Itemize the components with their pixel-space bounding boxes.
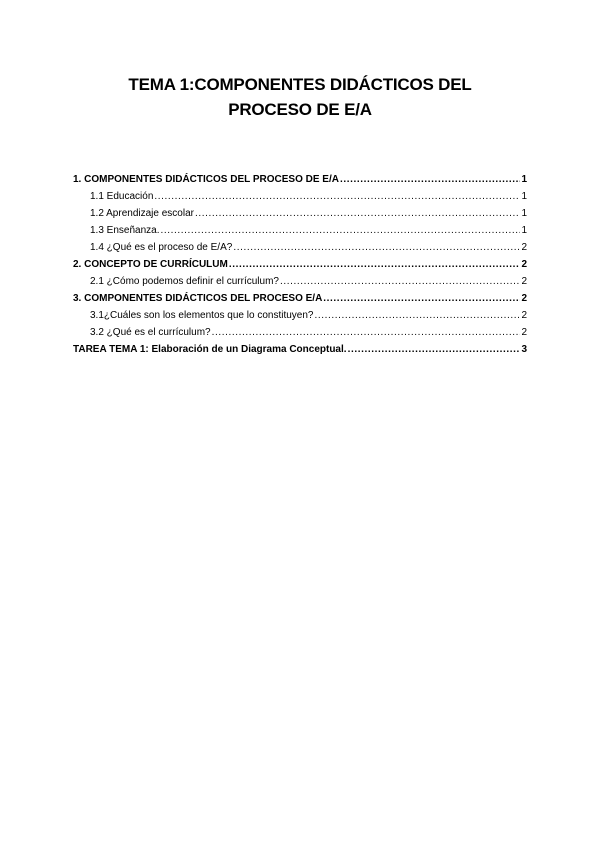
toc-entry-1-3[interactable] <box>73 222 527 239</box>
toc-dot-leader <box>280 273 520 290</box>
toc-entry-page: 1 <box>521 191 527 202</box>
toc-entry-page: 2 <box>521 242 527 253</box>
toc-entry-1[interactable] <box>73 171 527 188</box>
toc-entry-page: 1 <box>521 208 527 219</box>
toc-entry-page: 2 <box>521 327 527 338</box>
toc-dot-leader <box>314 307 520 324</box>
table-of-contents <box>73 171 527 358</box>
toc-entry-label: 2.1 ¿Cómo podemos definir el currículum? <box>90 276 279 287</box>
document-title-line-2: PROCESO DE E/A <box>228 100 372 119</box>
toc-dot-leader <box>348 341 521 358</box>
toc-entry-label: 2. CONCEPTO DE CURRÍCULUM <box>73 259 228 270</box>
toc-dot-leader <box>233 239 520 256</box>
toc-entry-label: 1.3 Enseñanza. <box>90 225 160 236</box>
toc-dot-leader <box>323 290 520 307</box>
document-title-line-1: TEMA 1:COMPONENTES DIDÁCTICOS DEL <box>128 75 472 94</box>
toc-entry-2-1[interactable] <box>73 273 527 290</box>
toc-dot-leader <box>229 256 521 273</box>
toc-entry-label: 1. COMPONENTES DIDÁCTICOS DEL PROCESO DE E/A <box>73 174 339 185</box>
toc-entry-3-1[interactable] <box>73 307 527 324</box>
toc-entry-label: 3.2 ¿Qué es el currículum? <box>90 327 211 338</box>
toc-entry-tarea[interactable] <box>73 341 527 358</box>
toc-entry-label: 1.4 ¿Qué es el proceso de E/A? <box>90 242 233 253</box>
document-title <box>60 72 540 122</box>
toc-dot-leader <box>340 171 520 188</box>
toc-entry-label: 1.2 Aprendizaje escolar <box>90 208 194 219</box>
toc-entry-page: 2 <box>521 259 527 270</box>
toc-entry-label: 3. COMPONENTES DIDÁCTICOS DEL PROCESO E/A <box>73 293 323 304</box>
toc-entry-1-1[interactable] <box>73 188 527 205</box>
toc-entry-1-4[interactable] <box>73 239 527 256</box>
toc-entry-3-2[interactable] <box>73 324 527 341</box>
toc-entry-2[interactable] <box>73 256 527 273</box>
toc-dot-leader <box>195 205 520 222</box>
toc-entry-label: TAREA TEMA 1: Elaboración de un Diagrama Conceptual. <box>73 344 347 355</box>
toc-dot-leader <box>154 188 520 205</box>
toc-entry-label: 3.1¿Cuáles son los elementos que lo constituyen? <box>90 310 314 321</box>
toc-entry-page: 1 <box>521 225 527 236</box>
toc-entry-1-2[interactable] <box>73 205 527 222</box>
toc-entry-page: 2 <box>521 293 527 304</box>
toc-entry-page: 3 <box>521 344 527 355</box>
toc-entry-3[interactable] <box>73 290 527 307</box>
toc-entry-label: 1.1 Educación <box>90 191 154 202</box>
toc-dot-leader <box>212 324 521 341</box>
toc-entry-page: 1 <box>521 174 527 185</box>
toc-dot-leader <box>161 222 521 239</box>
toc-entry-page: 2 <box>521 276 527 287</box>
toc-entry-page: 2 <box>521 310 527 321</box>
